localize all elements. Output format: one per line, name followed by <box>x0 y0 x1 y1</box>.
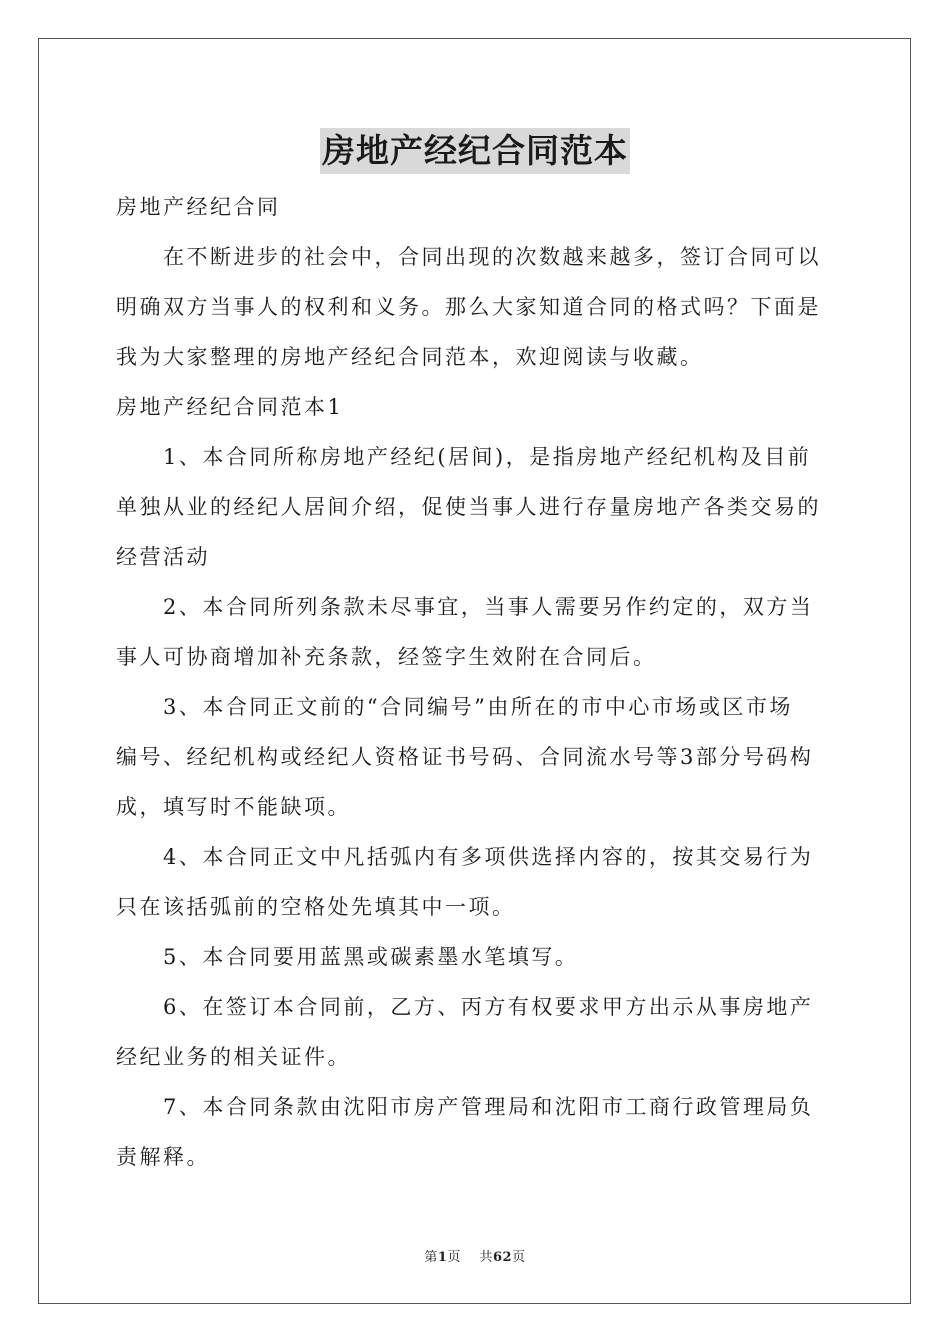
clause-line: 经纪业务的相关证件。 <box>116 1045 351 1069</box>
clause-2 <box>116 582 836 682</box>
intro-line: 在不断进步的社会中，合同出现的次数越来越多，签订合同可以 <box>163 245 821 269</box>
footer-prefix: 第 <box>424 1250 438 1265</box>
clause-line: 经营活动 <box>116 545 210 569</box>
clause-line: 成，填写时不能缺项。 <box>116 795 351 819</box>
document-body <box>116 182 836 1182</box>
clause-line: 3、本合同正文前的“合同编号”由所在的市中心市场或区市场 <box>163 695 793 719</box>
clause-line: 4、本合同正文中凡括弧内有多项供选择内容的，按其交易行为 <box>163 845 814 869</box>
intro-line: 我为大家整理的房地产经纪合同范本，欢迎阅读与收藏。 <box>116 345 704 369</box>
page-footer <box>0 1246 950 1265</box>
intro-line: 明确双方当事人的权利和义务。那么大家知道合同的格式吗？下面是 <box>116 295 821 319</box>
footer-page-number: 1 <box>437 1250 448 1265</box>
footer-mid: 页 共 <box>447 1250 493 1265</box>
clause-line: 2、本合同所列条款未尽事宜，当事人需要另作约定的，双方当 <box>163 595 814 619</box>
clause-3 <box>116 682 836 832</box>
clause-1 <box>116 432 836 582</box>
clause-6 <box>116 982 836 1082</box>
clause-line: 7、本合同条款由沈阳市房产管理局和沈阳市工商行政管理局负 <box>163 1095 814 1119</box>
clause-4 <box>116 832 836 932</box>
clause-line: 责解释。 <box>116 1145 210 1169</box>
clause-line: 只在该括弧前的空格处先填其中一项。 <box>116 895 516 919</box>
title-container <box>0 128 950 174</box>
document-title: 房地产经纪合同范本 <box>320 128 630 174</box>
clause-line: 6、在签订本合同前，乙方、丙方有权要求甲方出示从事房地产 <box>163 995 814 1019</box>
footer-total-pages: 62 <box>492 1250 513 1265</box>
clause-line: 编号、经纪机构或经纪人资格证书号码、合同流水号等3部分号码构 <box>116 745 814 769</box>
clause-line: 事人可协商增加补充条款，经签字生效附在合同后。 <box>116 645 657 669</box>
clause-7 <box>116 1082 836 1182</box>
clause-line: 5、本合同要用蓝黑或碳素墨水笔填写。 <box>163 945 579 969</box>
footer-suffix: 页 <box>512 1250 526 1265</box>
section-heading: 房地产经纪合同范本1 <box>116 395 344 419</box>
clause-line: 单独从业的经纪人居间介绍，促使当事人进行存量房地产各类交易的 <box>116 495 821 519</box>
subtitle: 房地产经纪合同 <box>116 195 281 219</box>
clause-line: 1、本合同所称房地产经纪(居间)，是指房地产经纪机构及目前 <box>163 445 812 469</box>
clause-5 <box>116 932 836 982</box>
